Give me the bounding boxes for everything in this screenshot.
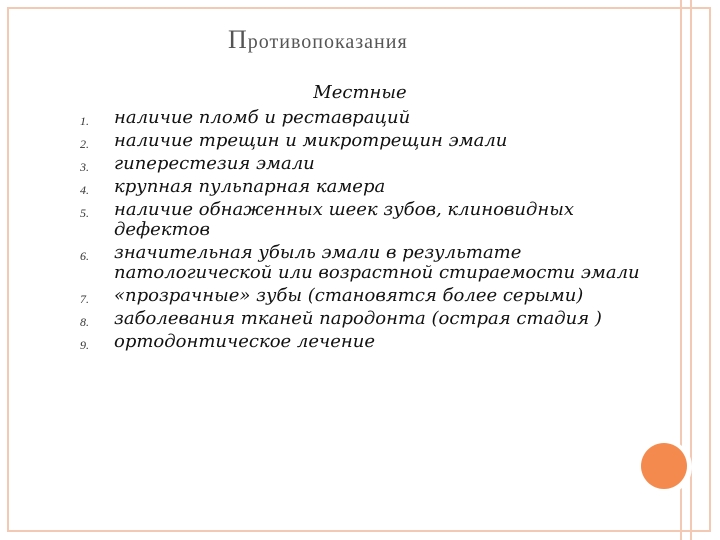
list-item (80, 200, 640, 240)
item-number: 6. (80, 249, 89, 263)
item-number: 9. (80, 338, 89, 352)
title-first-letter: П (228, 25, 248, 54)
item-text: значительная убыль эмали в результате патологической или возрастной стираемости эмали (114, 242, 640, 283)
list-item (80, 108, 640, 128)
item-number: 8. (80, 315, 89, 329)
title-rest: ротивопоказания (247, 31, 408, 53)
item-number: 3. (80, 160, 89, 174)
list-item (80, 286, 640, 306)
contraindications-list (80, 108, 640, 355)
item-text: наличие трещин и микротрещин эмали (114, 130, 508, 151)
item-text: крупная пульпарная камера (114, 176, 386, 197)
item-number: 4. (80, 183, 89, 197)
item-text: наличие обнаженных шеек зубов, клиновидных дефектов (114, 199, 575, 240)
list-item (80, 131, 640, 151)
item-text: ортодонтическое лечение (114, 331, 375, 352)
item-text: наличие пломб и реставраций (114, 107, 411, 128)
item-number: 7. (80, 292, 89, 306)
list-item (80, 177, 640, 197)
item-text: «прозрачные» зубы (становятся более серыми) (114, 285, 584, 306)
slide-subtitle: Местные (313, 82, 407, 103)
list-item (80, 332, 640, 352)
item-number: 1. (80, 114, 89, 128)
item-text: гиперестезия эмали (114, 153, 315, 174)
decorative-circle (641, 443, 687, 489)
list-item (80, 243, 640, 283)
slide-title (228, 25, 408, 55)
item-number: 2. (80, 137, 89, 151)
list-item (80, 309, 640, 329)
item-text: заболевания тканей пародонта (острая стадия ) (114, 308, 602, 329)
item-number: 5. (80, 206, 89, 220)
list-item (80, 154, 640, 174)
